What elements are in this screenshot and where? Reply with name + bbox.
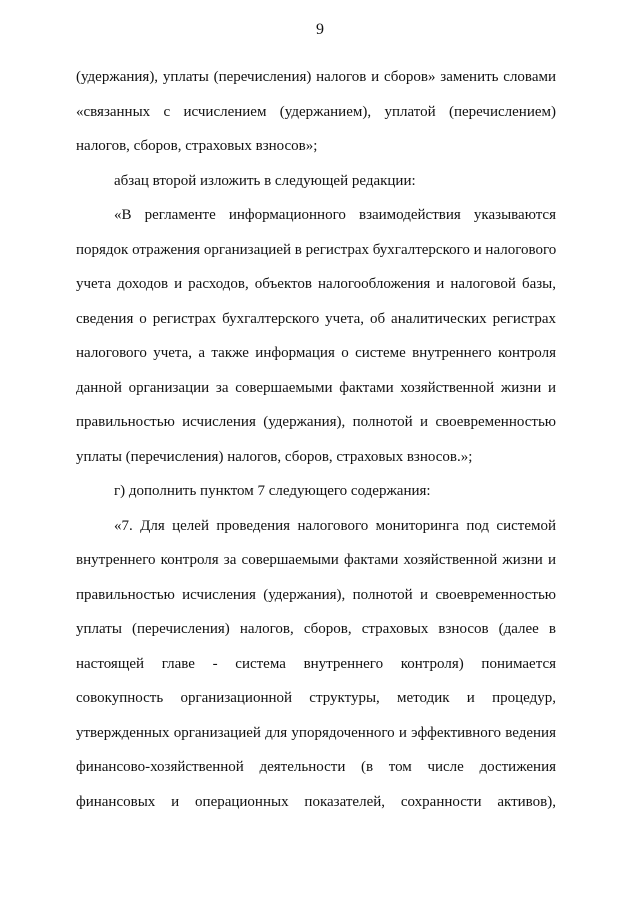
text-line: налогового учета, а также информация о системе внутреннего контроля: [76, 345, 556, 361]
text-line: учета доходов и расходов, объектов налогообложения и налоговой базы,: [76, 276, 556, 292]
text-line: абзац второй изложить в следующей редакции:: [114, 172, 416, 189]
text-line: «связанных с исчислением (удержанием), уплатой (перечислением): [76, 103, 556, 120]
text-line: совокупность организационной структуры, методик и процедур,: [76, 690, 556, 706]
text-line: уплаты (перечисления) налогов, сборов, страховых взносов.»;: [76, 448, 473, 465]
text-line: уплаты (перечисления) налогов, сборов, страховых взносов (далее в: [76, 621, 556, 637]
text-line: данной организации за совершаемыми фактами хозяйственной жизни и: [76, 379, 556, 396]
text-line: правильностью исчисления (удержания), полнотой и своевременностью: [76, 414, 556, 430]
text-line: утвержденных организацией для упорядоченного и эффективного ведения: [76, 724, 556, 741]
text-line: «7. Для целей проведения налогового мониторинга под системой: [114, 517, 556, 534]
text-line: порядок отражения организацией в регистрах бухгалтерского и налогового: [76, 241, 557, 258]
text-line: налогов, сборов, страховых взносов»;: [76, 138, 318, 154]
page-number: 9: [316, 21, 324, 38]
text-line: настоящей главе - система внутреннего контроля) понимается: [76, 655, 556, 672]
text-line: финансово-хозяйственной деятельности (в том числе достижения: [76, 759, 556, 775]
document-body: [76, 60, 556, 819]
text-line: финансовых и операционных показателей, сохранности активов),: [76, 793, 556, 810]
text-line: «В регламенте информационного взаимодействия указываются: [114, 207, 556, 223]
text-line: г) дополнить пунктом 7 следующего содержания:: [114, 483, 431, 499]
text-line: сведения о регистрах бухгалтерского учета, об аналитических регистрах: [76, 310, 556, 327]
text-line: внутреннего контроля за совершаемыми фактами хозяйственной жизни и: [76, 552, 556, 568]
text-line: (удержания), уплаты (перечисления) налогов и сборов» заменить словами: [76, 69, 556, 85]
text-line: правильностью исчисления (удержания), полнотой и своевременностью: [76, 586, 556, 603]
